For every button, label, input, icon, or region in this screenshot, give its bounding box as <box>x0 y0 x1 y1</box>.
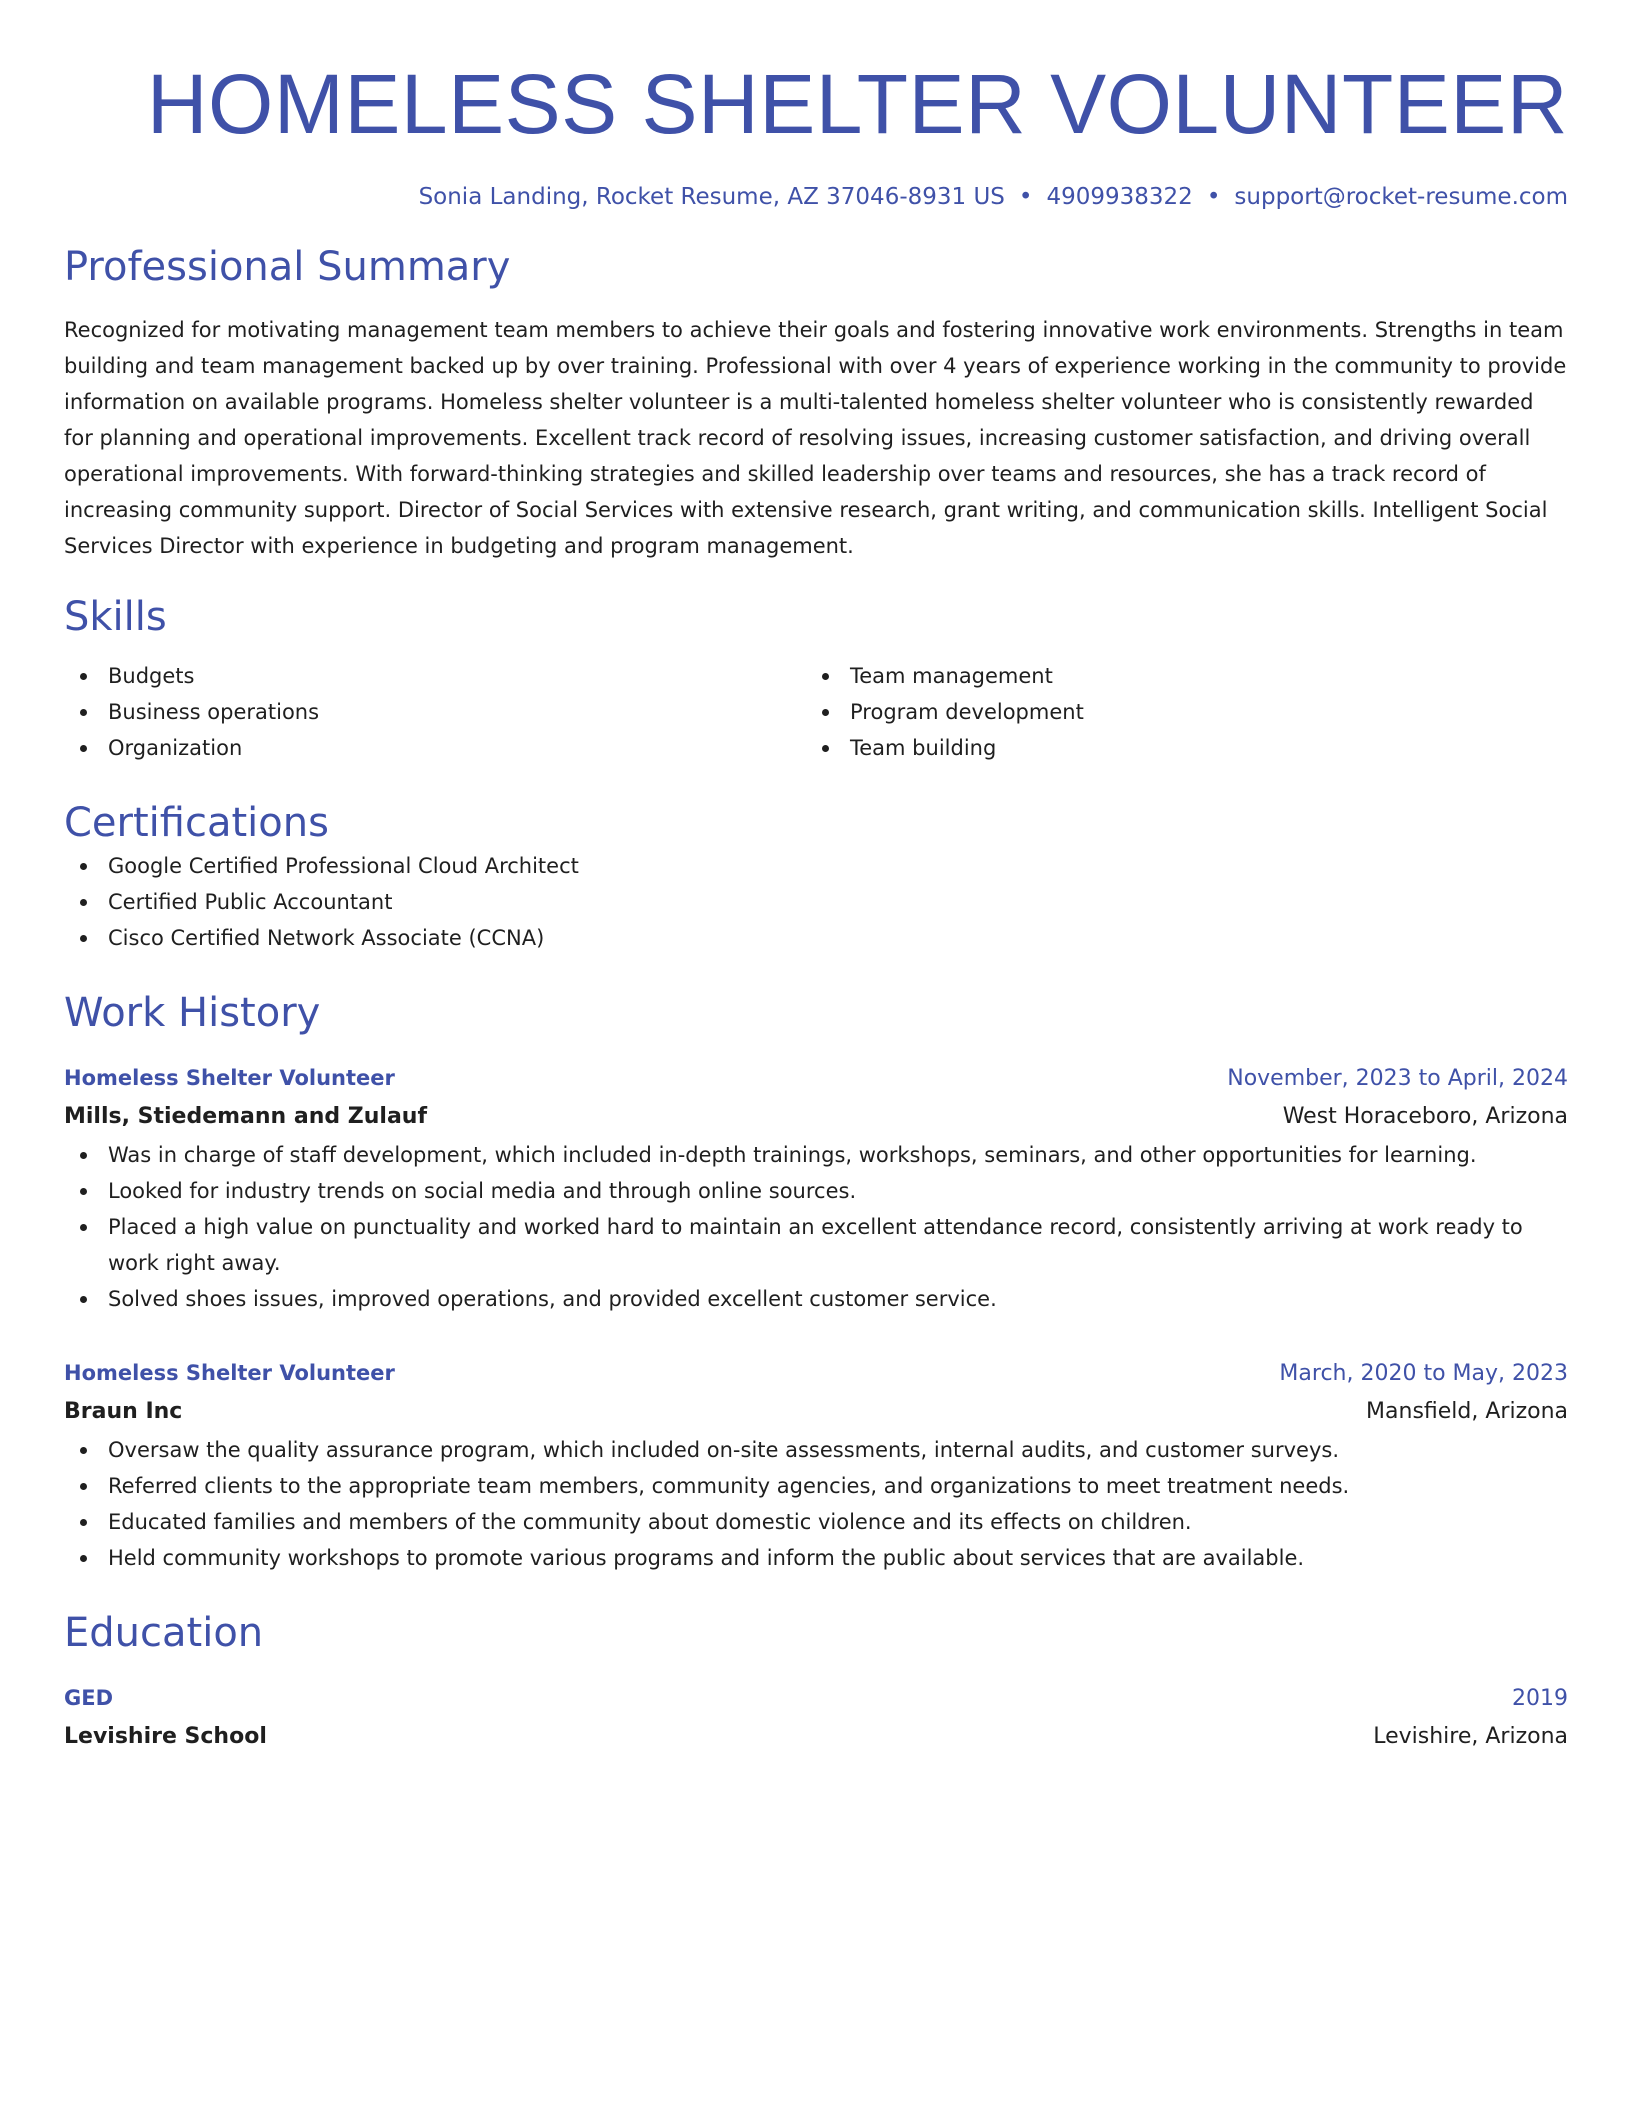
skill-item: Team management <box>806 658 1548 694</box>
job-title: Homeless Shelter Volunteer <box>64 1066 395 1090</box>
job-dates: November, 2023 to April, 2024 <box>1227 1066 1568 1091</box>
skill-item: Organization <box>64 730 806 766</box>
skill-item: Team building <box>806 730 1548 766</box>
job-bullets <box>64 1137 1568 1317</box>
job-title-row <box>64 1060 1568 1097</box>
skills-list-left <box>64 658 806 766</box>
certification-item: Google Certified Professional Cloud Architect <box>64 848 1568 884</box>
job-bullet: Held community workshops to promote various programs and inform the public about services that are available. <box>64 1540 1568 1576</box>
certification-item: Cisco Certified Network Associate (CCNA) <box>64 920 1568 956</box>
contact-line <box>64 180 1568 214</box>
job-employer-row <box>64 1097 1568 1137</box>
certification-item: Certified Public Accountant <box>64 884 1568 920</box>
job-dates: March, 2020 to May, 2023 <box>1279 1361 1568 1386</box>
skills-heading: Skills <box>64 594 167 640</box>
contact-separator: • <box>1206 184 1221 210</box>
skills-column-left <box>64 658 806 766</box>
job-location: West Horaceboro, Arizona <box>1282 1104 1568 1129</box>
education-degree-row <box>64 1680 1568 1717</box>
education-school-row <box>64 1717 1568 1757</box>
job-title: Homeless Shelter Volunteer <box>64 1361 395 1385</box>
education-year: 2019 <box>1512 1686 1568 1711</box>
job-employer: Mills, Stiedemann and Zulauf <box>64 1104 428 1129</box>
education-entry <box>64 1680 1568 1757</box>
education-location: Levishire, Arizona <box>1373 1724 1568 1749</box>
contact-email: support@rocket-resume.com <box>1234 184 1568 210</box>
job-bullets <box>64 1432 1568 1576</box>
contact-address: Sonia Landing, Rocket Resume, AZ 37046-8931 US <box>418 184 1005 210</box>
resume-title: HOMELESS SHELTER VOLUNTEER <box>146 57 1568 151</box>
skills-column-right <box>806 658 1548 766</box>
education-heading: Education <box>64 1610 264 1656</box>
summary-heading: Professional Summary <box>64 244 511 290</box>
contact-separator: • <box>1018 184 1033 210</box>
job-bullet: Oversaw the quality assurance program, which included on-site assessments, internal audits, and customer surveys. <box>64 1432 1568 1468</box>
skills-grid <box>64 658 1568 766</box>
skill-item: Program development <box>806 694 1548 730</box>
certifications-heading: Certifications <box>64 800 329 846</box>
education-school: Levishire School <box>64 1724 267 1749</box>
job-location: Mansfield, Arizona <box>1366 1399 1568 1424</box>
certifications-list <box>64 848 1568 956</box>
job-bullet: Looked for industry trends on social media and through online sources. <box>64 1173 1568 1209</box>
skill-item: Budgets <box>64 658 806 694</box>
job-employer: Braun Inc <box>64 1399 183 1424</box>
education-degree: GED <box>64 1686 114 1710</box>
job-employer-row <box>64 1392 1568 1432</box>
skill-item: Business operations <box>64 694 806 730</box>
contact-phone: 4909938322 <box>1046 184 1193 210</box>
job-bullet: Educated families and members of the community about domestic violence and its effects on children. <box>64 1504 1568 1540</box>
resume-page <box>64 56 1568 1757</box>
job-bullet: Placed a high value on punctuality and worked hard to maintain an excellent attendance record, consistently arriving at work ready to work right away. <box>64 1209 1568 1281</box>
job-bullet: Was in charge of staff development, which included in-depth trainings, workshops, seminars, and other opportunities for learning. <box>64 1137 1568 1173</box>
job-bullet: Referred clients to the appropriate team members, community agencies, and organizations to meet treatment needs. <box>64 1468 1568 1504</box>
summary-text: Recognized for motivating management team members to achieve their goals and fostering innovative work environments. Strengths in team building and team management backed up by over training. Professional with over 4 years of experience working in the community to provide information on available programs. Homeless shelter volunteer is a multi-talented homeless shelter volunteer who is consistently rewarded for planning and operational improvements. Excellent track record of resolving issues, increasing customer satisfaction, and driving overall operational improvements. With forward-thinking strategies and skilled leadership over teams and resources, she has a track record of increasing community support. Director of Social Services with extensive research, grant writing, and communication skills. Intelligent Social Services Director with experience in budgeting and program management. <box>64 318 1567 558</box>
work-history-heading: Work History <box>64 990 321 1036</box>
job-entry <box>64 1060 1568 1317</box>
skills-list-right <box>806 658 1548 766</box>
job-bullet: Solved shoes issues, improved operations, and provided excellent customer service. <box>64 1281 1568 1317</box>
job-entry <box>64 1355 1568 1576</box>
job-title-row <box>64 1355 1568 1392</box>
